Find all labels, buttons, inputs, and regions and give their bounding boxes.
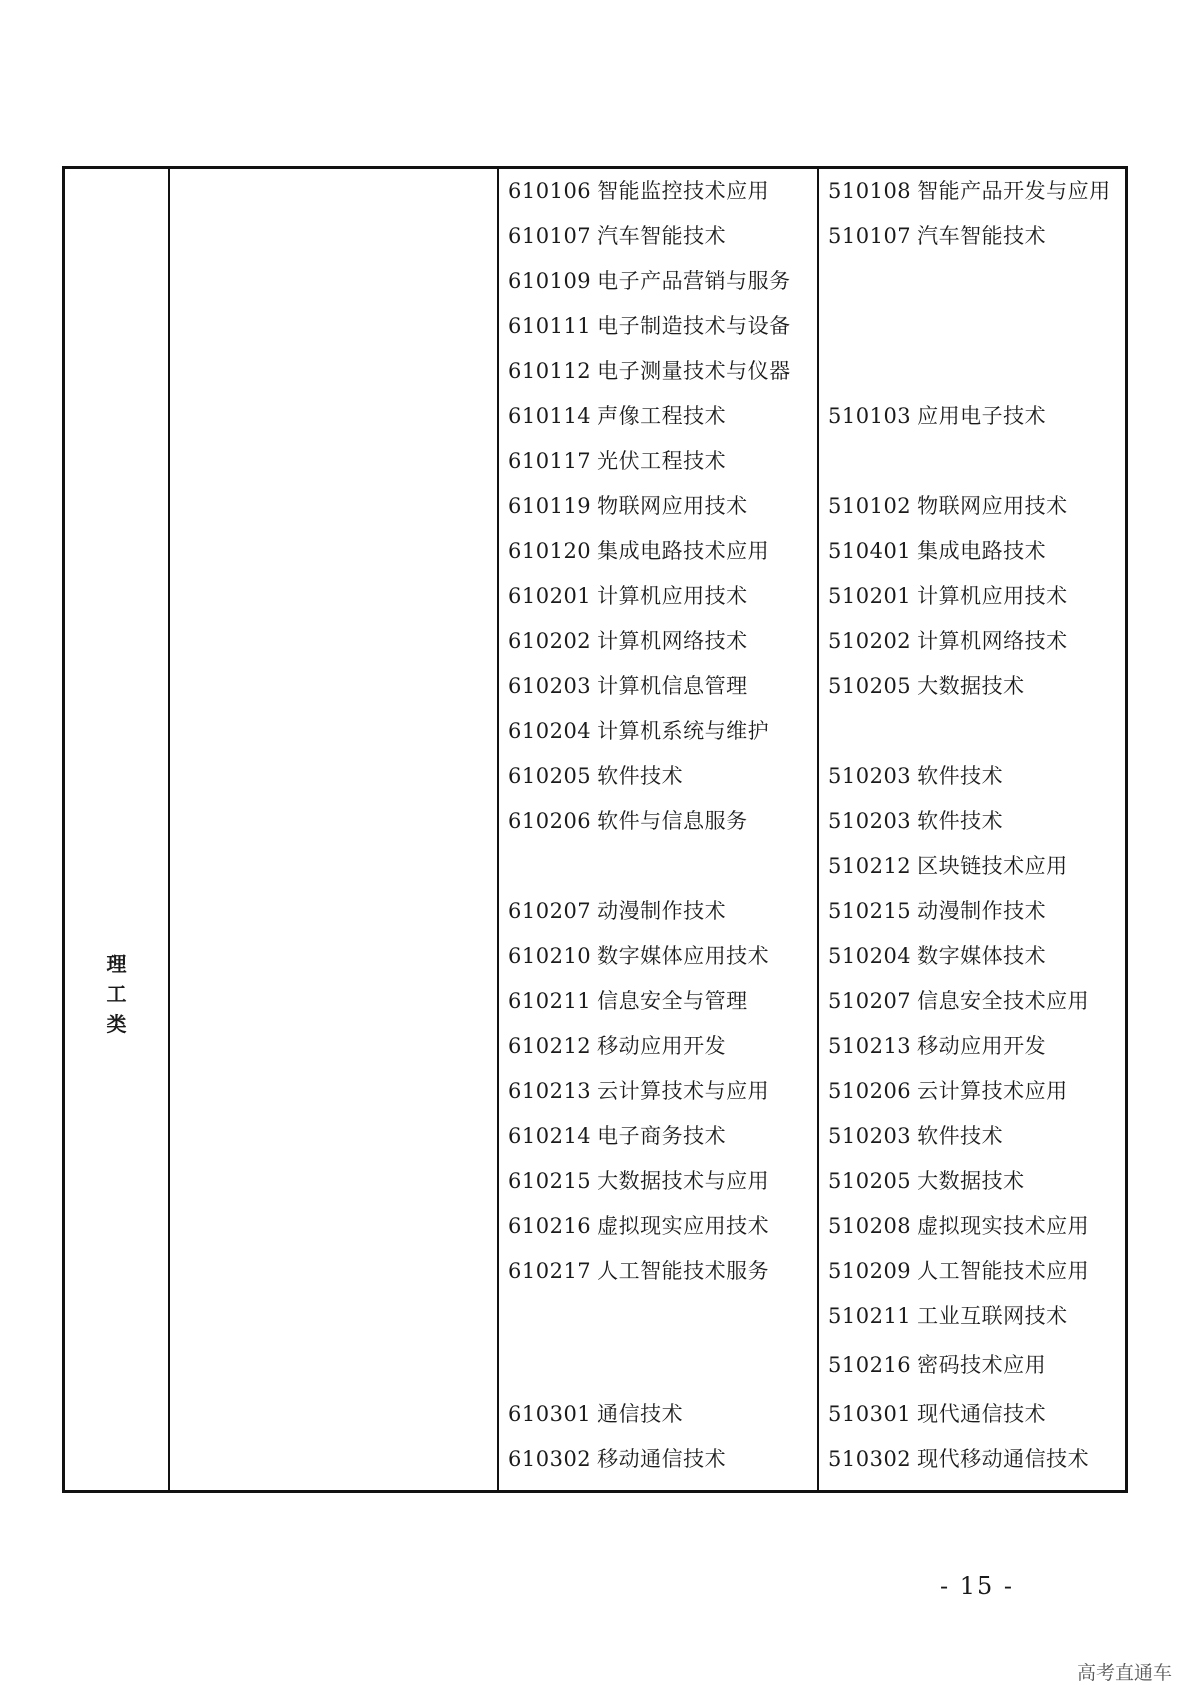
old-major-name: 数字媒体应用技术 xyxy=(597,944,770,968)
new-major-name: 大数据技术 xyxy=(917,1169,1025,1193)
old-major-row xyxy=(508,574,748,619)
old-major-row xyxy=(508,664,748,709)
old-major-name: 虚拟现实应用技术 xyxy=(597,1214,770,1238)
new-major-name: 软件技术 xyxy=(917,809,1004,833)
new-major-row xyxy=(828,934,1046,979)
old-major-row xyxy=(508,169,769,214)
old-major-name: 人工智能技术服务 xyxy=(597,1259,770,1283)
column-divider-1 xyxy=(168,169,170,1490)
old-major-code: 610216 xyxy=(508,1214,592,1238)
old-major-name: 集成电路技术应用 xyxy=(597,539,770,563)
new-major-name: 计算机应用技术 xyxy=(917,584,1068,608)
watermark: 高考直通车 xyxy=(1076,1662,1172,1684)
category-label xyxy=(65,949,168,1039)
new-major-code: 510401 xyxy=(828,539,912,563)
new-major-code: 510212 xyxy=(828,854,912,878)
new-major-row xyxy=(828,664,1025,709)
old-major-row xyxy=(508,1437,726,1482)
new-major-row xyxy=(828,979,1089,1024)
new-major-row xyxy=(828,1204,1089,1249)
old-major-code: 610217 xyxy=(508,1259,592,1283)
new-major-code: 510108 xyxy=(828,179,912,203)
new-major-name: 虚拟现实技术应用 xyxy=(917,1214,1090,1238)
new-major-name: 密码技术应用 xyxy=(917,1353,1047,1377)
new-major-name: 计算机网络技术 xyxy=(917,629,1068,653)
old-major-code: 610120 xyxy=(508,539,592,563)
old-major-row xyxy=(508,889,726,934)
old-major-code: 610111 xyxy=(508,314,592,338)
old-major-row xyxy=(508,484,748,529)
new-major-name: 智能产品开发与应用 xyxy=(917,179,1111,203)
old-major-name: 汽车智能技术 xyxy=(597,224,727,248)
old-major-code: 610119 xyxy=(508,494,592,518)
column-divider-2 xyxy=(497,169,499,1490)
new-major-name: 信息安全技术应用 xyxy=(917,989,1090,1013)
old-major-name: 信息安全与管理 xyxy=(597,989,748,1013)
old-major-code: 610215 xyxy=(508,1169,592,1193)
new-major-code: 510209 xyxy=(828,1259,912,1283)
old-major-row xyxy=(508,619,748,664)
new-major-code: 510216 xyxy=(828,1353,912,1377)
new-major-code: 510302 xyxy=(828,1447,912,1471)
old-major-name: 大数据技术与应用 xyxy=(597,1169,770,1193)
old-major-name: 移动应用开发 xyxy=(597,1034,727,1058)
old-major-code: 610202 xyxy=(508,629,592,653)
new-major-name: 区块链技术应用 xyxy=(917,854,1068,878)
new-major-row xyxy=(828,169,1111,214)
old-major-name: 计算机信息管理 xyxy=(597,674,748,698)
new-major-row xyxy=(828,574,1068,619)
new-major-row xyxy=(828,1024,1046,1069)
new-major-row xyxy=(828,1159,1025,1204)
old-major-row xyxy=(508,1114,726,1159)
new-major-code: 510215 xyxy=(828,899,912,923)
old-major-code: 610205 xyxy=(508,764,592,788)
new-major-code: 510203 xyxy=(828,1124,912,1148)
old-major-name: 软件技术 xyxy=(597,764,684,788)
old-major-row xyxy=(508,709,769,754)
new-major-code: 510205 xyxy=(828,674,912,698)
old-major-code: 610201 xyxy=(508,584,592,608)
old-major-code: 610301 xyxy=(508,1402,592,1426)
new-major-name: 软件技术 xyxy=(917,1124,1004,1148)
new-major-code: 510204 xyxy=(828,944,912,968)
new-major-code: 510203 xyxy=(828,809,912,833)
old-major-row xyxy=(508,259,791,304)
old-major-code: 610210 xyxy=(508,944,592,968)
old-major-row xyxy=(508,1204,769,1249)
old-major-row xyxy=(508,1024,726,1069)
old-major-row xyxy=(508,1069,769,1114)
new-major-name: 人工智能技术应用 xyxy=(917,1259,1090,1283)
old-major-code: 610211 xyxy=(508,989,592,1013)
new-major-row xyxy=(828,889,1046,934)
old-major-row xyxy=(508,439,726,484)
new-major-name: 应用电子技术 xyxy=(917,404,1047,428)
new-major-name: 物联网应用技术 xyxy=(917,494,1068,518)
old-major-name: 声像工程技术 xyxy=(597,404,727,428)
new-major-name: 工业互联网技术 xyxy=(917,1304,1068,1328)
new-major-row xyxy=(828,529,1046,574)
new-major-name: 大数据技术 xyxy=(917,674,1025,698)
old-major-code: 610107 xyxy=(508,224,592,248)
page-number: - 15 - xyxy=(940,1572,1015,1600)
new-major-row xyxy=(828,214,1046,259)
old-major-name: 通信技术 xyxy=(597,1402,684,1426)
old-major-row xyxy=(508,799,748,844)
new-major-name: 移动应用开发 xyxy=(917,1034,1047,1058)
old-major-name: 电子产品营销与服务 xyxy=(597,269,791,293)
new-major-name: 动漫制作技术 xyxy=(917,899,1047,923)
new-major-row xyxy=(828,619,1068,664)
old-major-row xyxy=(508,349,791,394)
major-table xyxy=(62,166,1128,1493)
old-major-name: 计算机应用技术 xyxy=(597,584,748,608)
column-divider-3 xyxy=(817,169,819,1490)
old-major-code: 610206 xyxy=(508,809,592,833)
new-major-code: 510203 xyxy=(828,764,912,788)
new-major-row xyxy=(828,1249,1089,1294)
old-major-row xyxy=(508,979,748,1024)
new-major-code: 510301 xyxy=(828,1402,912,1426)
old-major-row xyxy=(508,1159,769,1204)
old-major-name: 电子商务技术 xyxy=(597,1124,727,1148)
new-major-code: 510206 xyxy=(828,1079,912,1103)
old-major-row xyxy=(508,1249,769,1294)
new-major-row xyxy=(828,799,1003,844)
new-major-code: 510211 xyxy=(828,1304,912,1328)
new-major-name: 现代通信技术 xyxy=(917,1402,1047,1426)
new-major-name: 现代移动通信技术 xyxy=(917,1447,1090,1471)
old-major-code: 610106 xyxy=(508,179,592,203)
new-major-row xyxy=(828,1114,1003,1159)
old-major-name: 动漫制作技术 xyxy=(597,899,727,923)
old-major-code: 610117 xyxy=(508,449,592,473)
old-major-name: 电子制造技术与设备 xyxy=(597,314,791,338)
new-major-row xyxy=(828,1437,1089,1482)
old-major-code: 610204 xyxy=(508,719,592,743)
old-major-row xyxy=(508,934,769,979)
old-major-name: 计算机系统与维护 xyxy=(597,719,770,743)
old-major-row xyxy=(508,214,726,259)
category-char: 工 xyxy=(106,982,127,1006)
old-major-name: 电子测量技术与仪器 xyxy=(597,359,791,383)
old-major-name: 云计算技术与应用 xyxy=(597,1079,770,1103)
old-major-code: 610213 xyxy=(508,1079,592,1103)
old-major-name: 软件与信息服务 xyxy=(597,809,748,833)
new-major-row xyxy=(828,394,1046,439)
category-char: 理 xyxy=(106,952,127,976)
old-major-code: 610114 xyxy=(508,404,592,428)
old-major-name: 移动通信技术 xyxy=(597,1447,727,1471)
old-major-row xyxy=(508,754,683,799)
new-major-code: 510207 xyxy=(828,989,912,1013)
new-major-row xyxy=(828,1343,1046,1388)
new-major-row xyxy=(828,844,1068,889)
old-major-row xyxy=(508,394,726,439)
old-major-code: 610214 xyxy=(508,1124,592,1148)
new-major-code: 510208 xyxy=(828,1214,912,1238)
new-major-code: 510205 xyxy=(828,1169,912,1193)
new-major-code: 510201 xyxy=(828,584,912,608)
new-major-row xyxy=(828,1392,1046,1437)
new-major-name: 数字媒体技术 xyxy=(917,944,1047,968)
new-major-name: 汽车智能技术 xyxy=(917,224,1047,248)
new-major-code: 510107 xyxy=(828,224,912,248)
new-major-row xyxy=(828,1294,1068,1339)
new-major-name: 云计算技术应用 xyxy=(917,1079,1068,1103)
old-major-code: 610302 xyxy=(508,1447,592,1471)
new-major-code: 510103 xyxy=(828,404,912,428)
new-major-row xyxy=(828,754,1003,799)
old-major-row xyxy=(508,1392,683,1437)
old-major-name: 智能监控技术应用 xyxy=(597,179,770,203)
old-major-row xyxy=(508,529,769,574)
new-major-code: 510202 xyxy=(828,629,912,653)
old-major-code: 610112 xyxy=(508,359,592,383)
old-major-name: 光伏工程技术 xyxy=(597,449,727,473)
old-major-name: 物联网应用技术 xyxy=(597,494,748,518)
new-major-row xyxy=(828,1069,1068,1114)
old-major-code: 610203 xyxy=(508,674,592,698)
old-major-code: 610109 xyxy=(508,269,592,293)
new-major-row xyxy=(828,484,1068,529)
old-major-row xyxy=(508,304,791,349)
old-major-code: 610207 xyxy=(508,899,592,923)
old-major-code: 610212 xyxy=(508,1034,592,1058)
new-major-name: 软件技术 xyxy=(917,764,1004,788)
new-major-name: 集成电路技术 xyxy=(917,539,1047,563)
new-major-code: 510102 xyxy=(828,494,912,518)
new-major-code: 510213 xyxy=(828,1034,912,1058)
old-major-name: 计算机网络技术 xyxy=(597,629,748,653)
category-char: 类 xyxy=(106,1012,127,1036)
